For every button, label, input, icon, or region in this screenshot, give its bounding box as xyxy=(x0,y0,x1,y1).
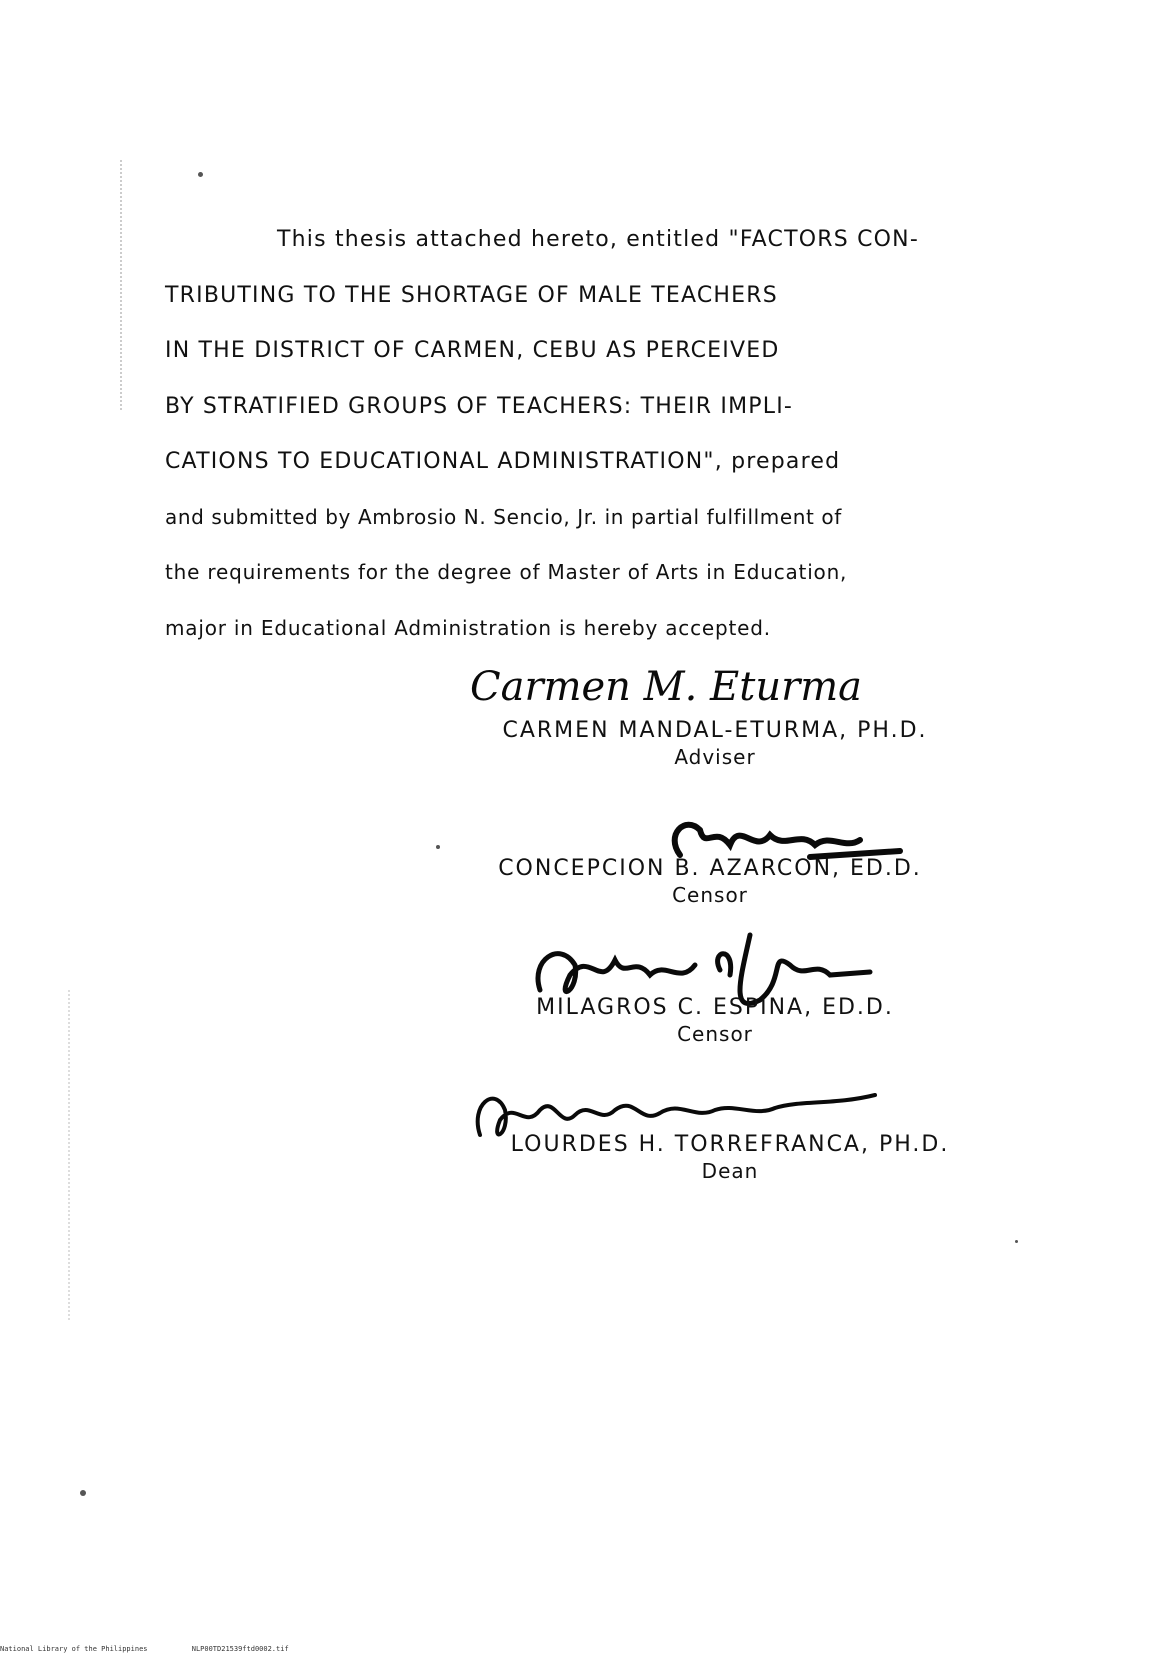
paragraph-line: and submitted by Ambrosio N. Sencio, Jr. in partial fulfillment of xyxy=(165,504,842,529)
paragraph-line: CATIONS TO EDUCATIONAL ADMINISTRATION", prepared xyxy=(165,449,841,474)
scan-speck xyxy=(80,1490,86,1496)
dean-name: LOURDES H. TORREFRANCA, PH.D. xyxy=(510,1132,950,1157)
adviser-signature xyxy=(470,655,870,725)
scan-footer xyxy=(0,1645,329,1653)
scan-speck xyxy=(436,845,440,849)
scan-speck xyxy=(1015,1240,1018,1243)
footer-library: National Library of the Philippines xyxy=(0,1645,148,1653)
dean-block xyxy=(420,1132,1040,1183)
paragraph-line: the requirements for the degree of Master of Arts in Education, xyxy=(165,560,848,584)
footer-file: NLP00TD21539ftd0002.tif xyxy=(191,1645,289,1653)
dean-role: Dean xyxy=(701,1159,759,1183)
paragraph-line: This thesis attached hereto, entitled "FACTORS CON- xyxy=(277,227,919,252)
censor-2-block xyxy=(405,995,1025,1046)
censor-1-role: Censor xyxy=(672,883,748,907)
paragraph-line: BY STRATIFIED GROUPS OF TEACHERS: THEIR IMPLI- xyxy=(165,393,794,419)
paragraph-line: major in Educational Administration is hereby accepted. xyxy=(165,615,771,640)
adviser-signature-text: Carmen M. Eturma xyxy=(470,664,862,710)
scan-margin-noise xyxy=(68,990,80,1320)
censor-1-block xyxy=(400,856,1020,907)
paragraph-line: TRIBUTING TO THE SHORTAGE OF MALE TEACHERS xyxy=(165,282,778,308)
censor-2-role: Censor xyxy=(677,1022,753,1046)
censor-1-name: CONCEPCION B. AZARCON, ED.D. xyxy=(498,856,922,881)
scan-margin-noise xyxy=(120,160,132,410)
adviser-name: CARMEN MANDAL-ETURMA, PH.D. xyxy=(502,718,928,743)
acceptance-paragraph xyxy=(165,212,1025,656)
paragraph-line: IN THE DISTRICT OF CARMEN, CEBU AS PERCEIVED xyxy=(165,338,780,363)
censor-2-name: MILAGROS C. ESPINA, ED.D. xyxy=(536,995,894,1020)
scan-speck xyxy=(198,172,203,177)
adviser-block xyxy=(405,718,1025,769)
adviser-role: Adviser xyxy=(674,745,756,769)
